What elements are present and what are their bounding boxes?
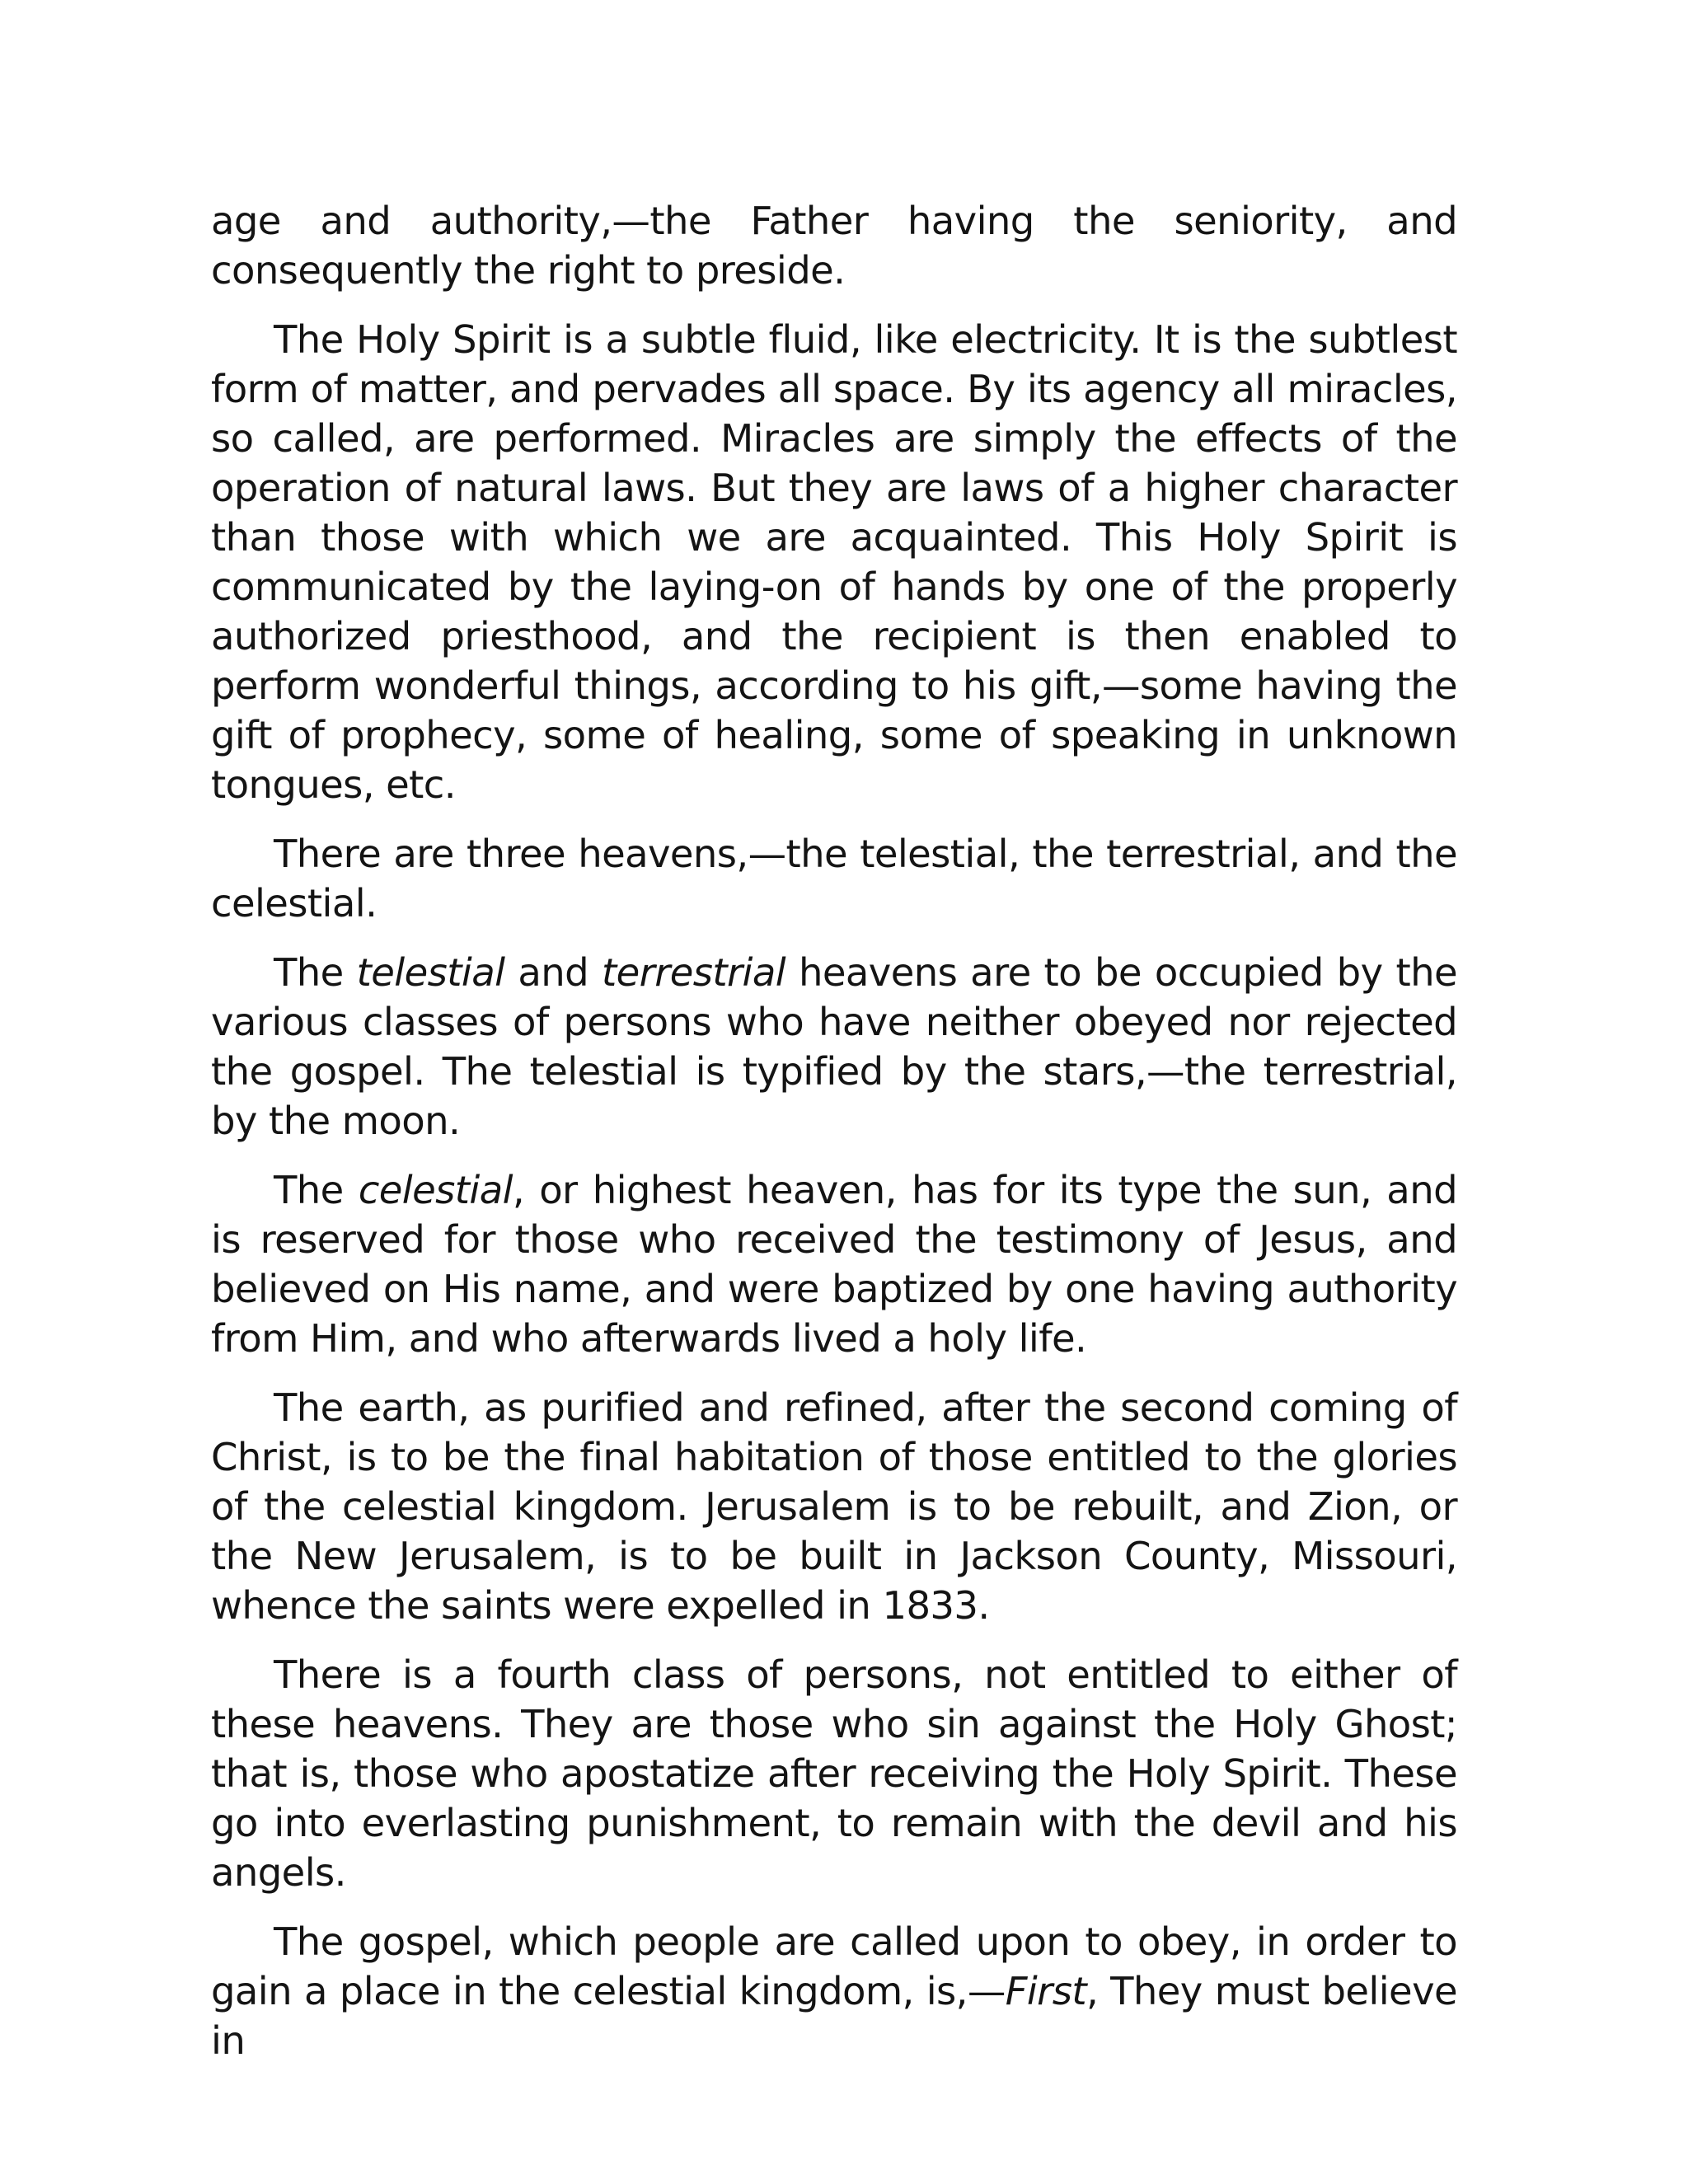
paragraph-7: [211, 1650, 1457, 1897]
text-segment: The earth, as purified and refined, after the second coming of Christ, is to be the final habitation of those entitled to the glories of the celestial kingdom. Jerusalem is to be rebuilt, and Zion, or the New Jerusalem, is to be built in Jackson County, Missouri, whence the saints were expelled in 1833.: [211, 1385, 1457, 1628]
text-segment: , They must believe in: [211, 1969, 1457, 2063]
text-segment: The Holy Spirit is a subtle fluid, like electricity. It is the subtlest form of matter, and pervades all space. By its agency all miracles, so called, are performed. Miracles are simply the effects of the operation of natural laws. But they are laws of a higher character than those with which we are acquainted. This Holy Spirit is communicated by the laying-on of hands by one of the properly authorized priesthood, and the recipient is then enabled to perform wonderful things, according to his gift,—some having the gift of prophecy, some of healing, some of speaking in unknown tongues, etc.: [211, 317, 1457, 807]
text-segment: The: [274, 1168, 359, 1212]
text-segment: There are three heavens,—the telestial, the terrestrial, and the celestial.: [211, 832, 1457, 926]
italic-term: terrestrial: [602, 950, 786, 995]
paragraph-3: [211, 829, 1457, 928]
paragraph-4: [211, 948, 1457, 1146]
italic-term: celestial: [358, 1168, 513, 1212]
italic-term: First: [1005, 1969, 1086, 2013]
italic-term: telestial: [356, 950, 505, 995]
text-segment: , or highest heaven, has for its type the sun, and is reserved for those who received the testimony of Jesus, and believed on His name, and were baptized by one having authority from Him, and who afterwards lived a holy life.: [211, 1168, 1457, 1361]
text-segment: and: [504, 950, 603, 995]
document-page: [211, 196, 1457, 2085]
paragraph-6: [211, 1383, 1457, 1630]
text-segment: age and authority,—the Father having the seniority, and consequently the right to preside.: [211, 199, 1457, 293]
text-segment: heavens are to be occupied by the various classes of persons who have neither obeyed nor rejected the gospel. The telestial is typified by the stars,—the terrestrial, by the moon.: [211, 950, 1457, 1143]
text-segment: The: [274, 950, 357, 995]
text-segment: There is a fourth class of persons, not entitled to either of these heavens. They are those who sin against the Holy Ghost; that is, those who apostatize after receiving the Holy Spirit. These go into everlasting punishment, to remain with the devil and his angels.: [211, 1652, 1457, 1895]
text-segment: The gospel, which people are called upon to obey, in order to gain a place in the celestial kingdom, is,—: [211, 1919, 1457, 2013]
paragraph-5: [211, 1165, 1457, 1363]
paragraph-1: [211, 196, 1457, 295]
paragraph-8: [211, 1917, 1457, 2065]
paragraph-2: [211, 315, 1457, 809]
